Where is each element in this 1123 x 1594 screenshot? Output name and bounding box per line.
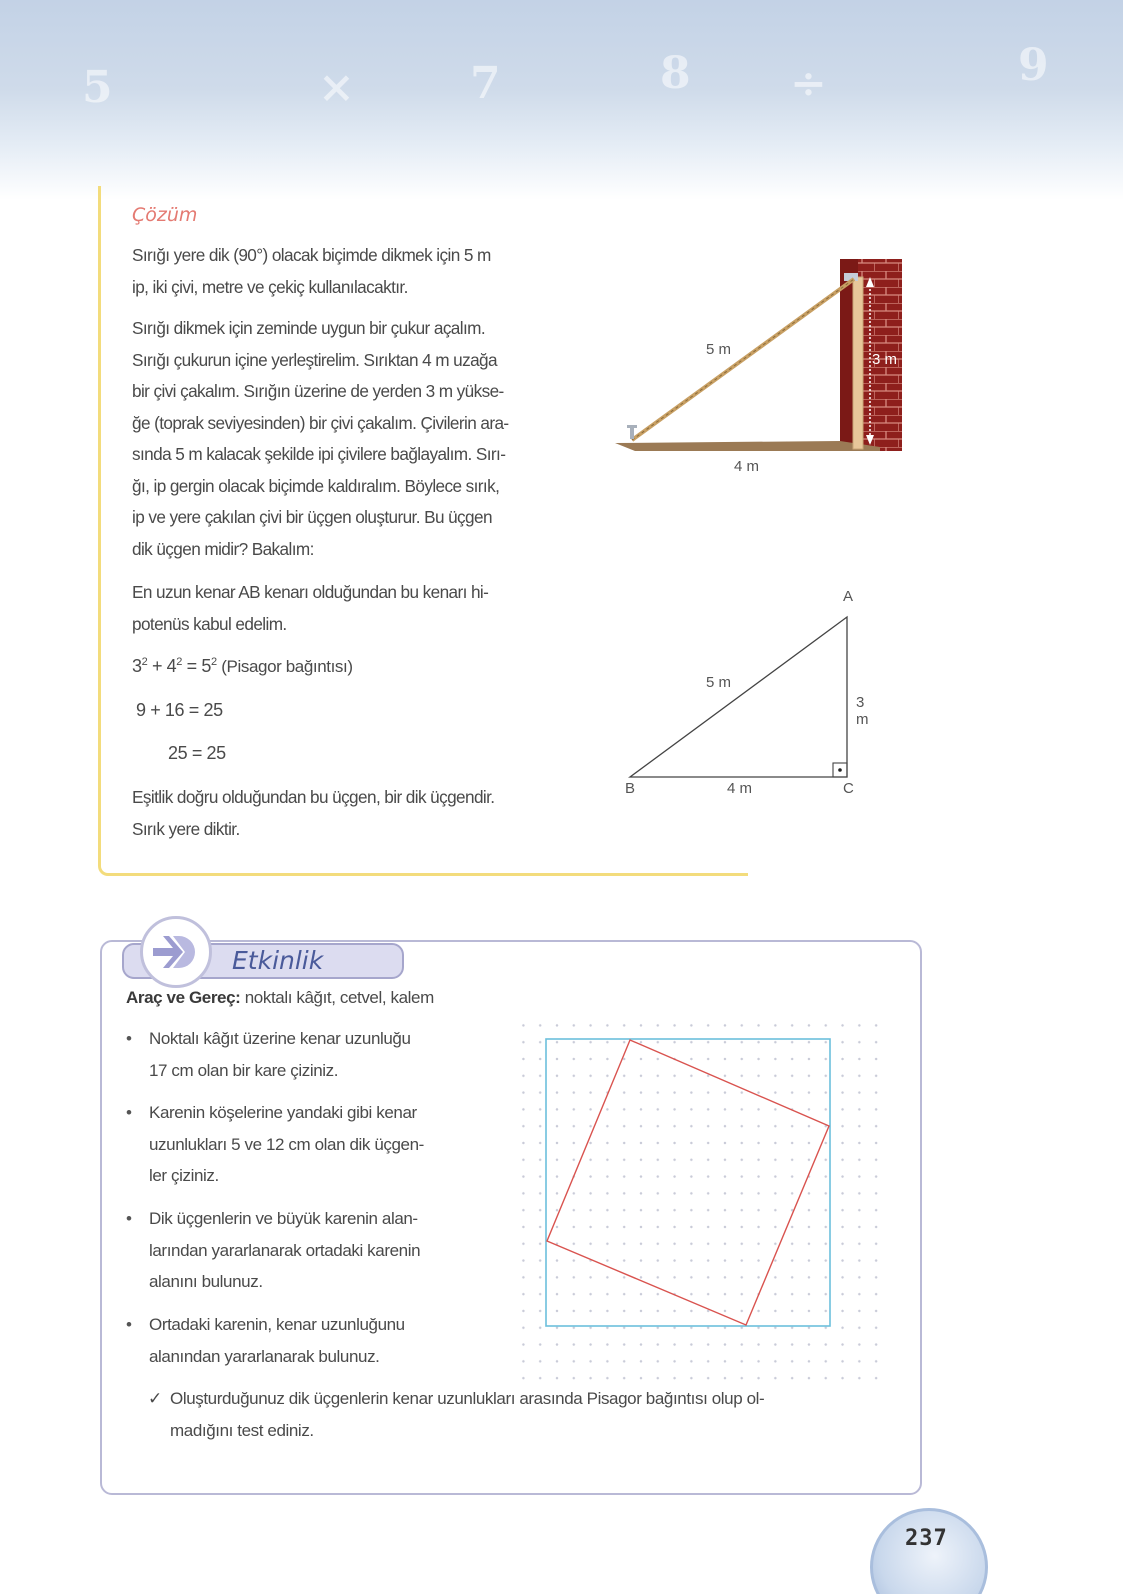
- text-line: larından yararlanarak ortadaki karenin: [149, 1240, 421, 1260]
- bullet-dot: •: [126, 1315, 132, 1334]
- text-line: Sırığı yere dik (90°) olacak biçimde dikmek için 5 m: [132, 245, 491, 265]
- text-line: ğı, ip gergin olacak biçimde kaldıralım. Böylece sırık,: [132, 475, 500, 496]
- double-arrow-icon: [149, 932, 203, 972]
- text-line: Dik üçgenlerin ve büyük karenin alan-: [149, 1209, 418, 1228]
- page-number-badge: [870, 1508, 988, 1594]
- eq-note: (Pisagor bağıntısı): [221, 657, 353, 676]
- eq-exponent: 2: [210, 656, 217, 668]
- solution-paragraph-3: [132, 577, 602, 640]
- text-line: alanını bulunuz.: [149, 1272, 263, 1291]
- text-line: ğe (toprak seviyesinden) bir çivi çakalım. Çivilerin ara-: [132, 412, 509, 433]
- decorative-digit: 8: [660, 48, 691, 99]
- check-icon: ✓: [148, 1389, 162, 1408]
- bullet-dot: •: [126, 1209, 132, 1228]
- header-banner: [0, 0, 1123, 200]
- eq-exponent: 2: [141, 656, 148, 668]
- text-line: potenüs kabul edelim.: [132, 613, 287, 634]
- vertex-c-label: C: [843, 780, 854, 797]
- text-line: ip ve yere çakılan çivi bir üçgen oluşturur. Bu üçgen: [132, 507, 492, 527]
- pole-rope-illustration: [610, 255, 920, 485]
- decorative-digit: ÷: [790, 58, 827, 109]
- height-label: 3 m: [872, 351, 898, 368]
- activity-step-3: [149, 1203, 485, 1298]
- activity-step-2: [149, 1097, 485, 1192]
- text-line: Sırığı dikmek için zeminde uygun bir çukur açalım.: [132, 318, 486, 338]
- decorative-digit: 9: [1018, 40, 1049, 91]
- text-line: dik üçgen midir? Bakalım:: [132, 538, 314, 559]
- text-line: Karenin köşelerine yandaki gibi kenar: [149, 1103, 417, 1122]
- decorative-digit: ×: [318, 62, 355, 113]
- text-line: Sırık yere diktir.: [132, 818, 240, 839]
- materials-line: [126, 982, 434, 1014]
- eq-term: 5: [201, 656, 211, 676]
- text-line: Oluşturduğunuz dik üçgenlerin kenar uzunlukları arasında Pisagor bağıntısı olup ol-: [170, 1389, 765, 1408]
- text-line: sında 5 m kalacak şekilde ipi çivilere bağlayalım. Sırı-: [132, 444, 506, 464]
- eq-term: 4: [166, 656, 177, 676]
- text-line: Ortadaki karenin, kenar uzunluğunu: [149, 1315, 405, 1334]
- solution-paragraph-1: [132, 240, 602, 303]
- text-line: 17 cm olan bir kare çiziniz.: [149, 1060, 339, 1080]
- text-line: Noktalı kâğıt üzerine kenar uzunluğu: [149, 1029, 411, 1048]
- eq-exponent: 2: [176, 656, 183, 668]
- solution-paragraph-2: [132, 313, 602, 565]
- text-line: ip, iki çivi, metre ve çekiç kullanılacaktır.: [132, 276, 408, 297]
- base-side-label: 4 m: [727, 780, 753, 797]
- text-line: bir çivi çakalım. Sırığın üzerine de yerden 3 m yükse-: [132, 381, 504, 401]
- bullet-dot: •: [126, 1103, 132, 1122]
- solution-conclusion: [132, 782, 612, 845]
- text-line: madığını test ediniz.: [170, 1420, 314, 1440]
- equation-sum: 9 + 16 = 25: [136, 700, 223, 720]
- rope-length-label: 5 m: [706, 341, 732, 358]
- activity-step-1: [149, 1023, 485, 1086]
- hypotenuse-label: 5 m: [706, 674, 732, 691]
- solution-title: Çözüm: [132, 204, 198, 226]
- activity-step-4: [149, 1309, 485, 1372]
- ground-length-label: 4 m: [734, 458, 760, 475]
- activity-icon-badge: [140, 916, 212, 988]
- text-line: ler çiziniz.: [149, 1166, 219, 1185]
- vertex-b-label: B: [625, 780, 636, 797]
- decorative-digit: 7: [470, 58, 501, 109]
- text-line: Eşitlik doğru olduğundan bu üçgen, bir dik üçgendir.: [132, 787, 495, 807]
- materials-value: noktalı kâğıt, cetvel, kalem: [240, 988, 434, 1007]
- text-line: uzunlukları 5 ve 12 cm olan dik üçgen-: [149, 1134, 424, 1154]
- eq-term: 3: [132, 656, 142, 676]
- text-line: Sırığı çukurun içine yerleştirelim. Sırıktan 4 m uzağa: [132, 349, 497, 370]
- pythagoras-equation: $3^2 + 4^2 = 5^2$ (Pisagor bağıntısı): [132, 656, 353, 676]
- activity-title: Etkinlik: [232, 946, 324, 975]
- vertical-side-label: 3 m: [856, 694, 869, 728]
- nested-squares-diagram: [545, 1038, 835, 1330]
- activity-check-note: [170, 1383, 910, 1446]
- page-number: 237: [905, 1526, 948, 1551]
- text-line: En uzun kenar AB kenarı olduğundan bu kenarı hi-: [132, 582, 489, 602]
- vertex-a-label: A: [843, 588, 854, 605]
- bullet-dot: •: [126, 1029, 132, 1048]
- decorative-digit: 5: [82, 62, 113, 113]
- right-triangle-diagram: [610, 590, 880, 805]
- equation-result: 25 = 25: [168, 743, 226, 763]
- materials-label: Araç ve Gereç:: [126, 988, 241, 1007]
- text-line: alanından yararlanarak bulunuz.: [149, 1346, 380, 1366]
